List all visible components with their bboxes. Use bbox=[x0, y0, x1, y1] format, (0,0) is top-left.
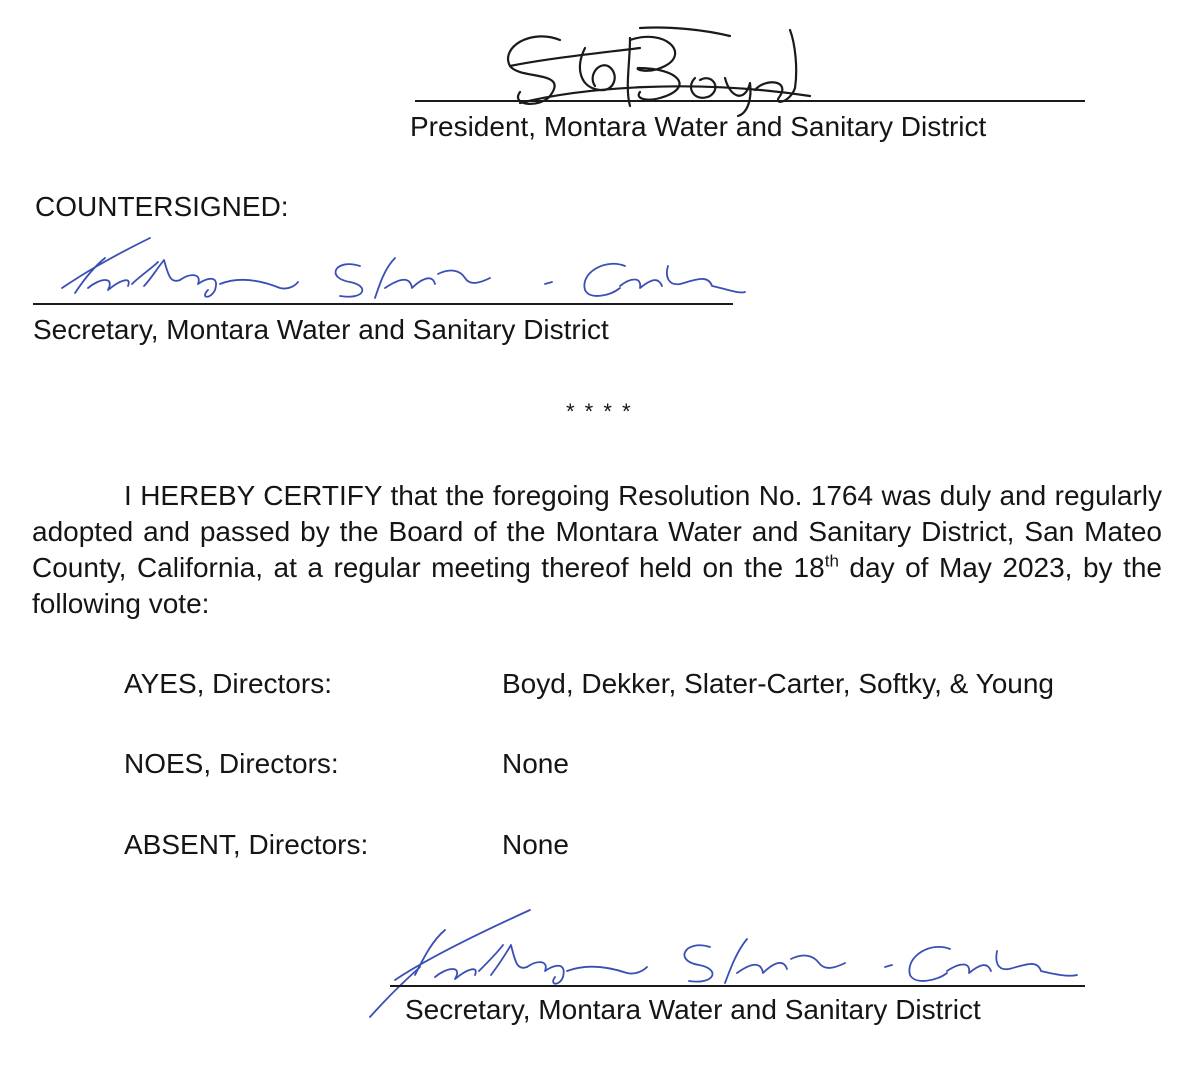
vote-label-absent: ABSENT, Directors: bbox=[124, 829, 369, 860]
countersign-signature bbox=[40, 228, 750, 308]
ordinal-suffix: th bbox=[824, 551, 839, 571]
certification-signature-line bbox=[390, 985, 1085, 987]
vote-value-absent: None bbox=[502, 829, 569, 860]
certification-text-part1: I HEREBY CERTIFY that the foregoing Resolution No. 1764 was duly and regularly adopted and passed by the Board of the Montara Water and Sanitary District, San Mateo County, California, at a regular meeting thereof held on the 18 bbox=[32, 480, 1162, 583]
vote-value-ayes: Boyd, Dekker, Slater-Carter, Softky, & Young bbox=[502, 668, 1054, 699]
countersign-title: Secretary, Montara Water and Sanitary District bbox=[33, 314, 609, 345]
vote-label-noes: NOES, Directors: bbox=[124, 748, 339, 779]
president-signature bbox=[490, 18, 820, 118]
certification-paragraph bbox=[32, 478, 1162, 622]
section-separator: * * * * bbox=[566, 399, 633, 424]
vote-label-ayes: AYES, Directors: bbox=[124, 668, 332, 699]
certification-title: Secretary, Montara Water and Sanitary District bbox=[405, 994, 981, 1025]
certification-text-part2: day of May 2023, by the following vote: bbox=[32, 552, 1162, 619]
president-signature-line bbox=[415, 100, 1085, 102]
countersign-signature-line bbox=[33, 303, 733, 305]
president-title: President, Montara Water and Sanitary District bbox=[410, 111, 987, 142]
countersigned-label: COUNTERSIGNED: bbox=[35, 191, 289, 222]
vote-value-noes: None bbox=[502, 748, 569, 779]
